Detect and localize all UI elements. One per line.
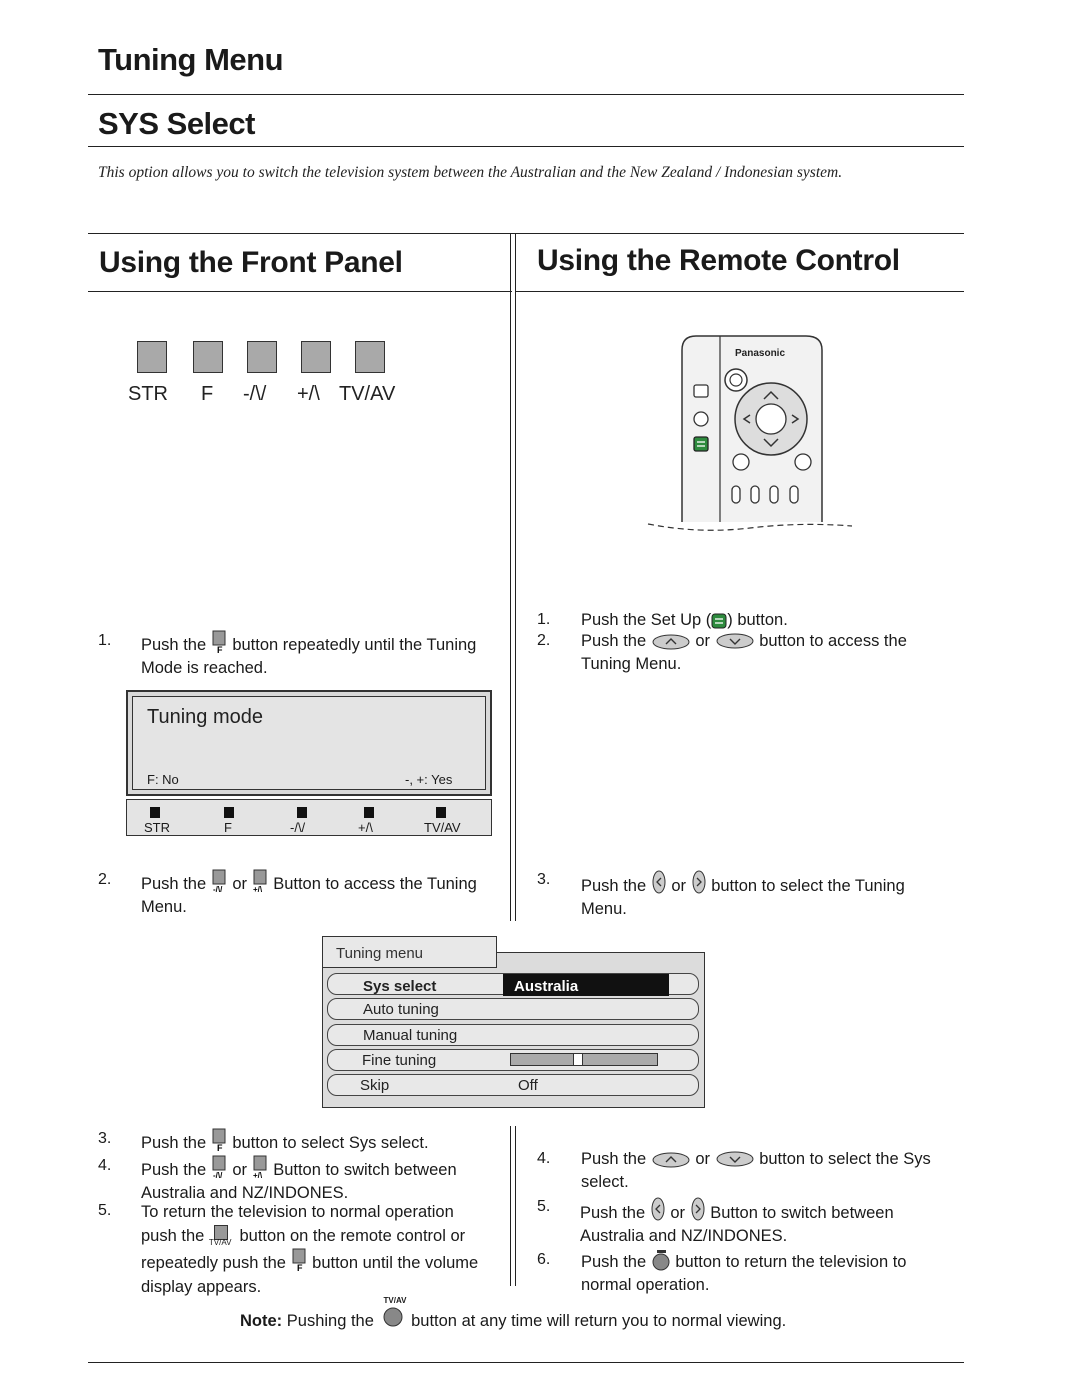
divider (516, 291, 964, 292)
step-text: button to access the (759, 632, 907, 650)
step-number: 3. (537, 871, 551, 888)
remote-step-4 (581, 1148, 961, 1194)
step-number: 1. (537, 611, 551, 628)
step-text: or (232, 875, 247, 893)
step-text: button on the remote control or (239, 1227, 466, 1245)
svg-text:-/\/: -/\/ (212, 1171, 223, 1179)
tvav-icon-label: TV/AV (208, 1238, 232, 1247)
tvav-label: TV/AV (339, 383, 396, 405)
step-text: button to select the Sys (759, 1150, 931, 1168)
step-text: select. (581, 1173, 629, 1191)
step-text: button to return the television to (675, 1253, 907, 1271)
menu-label-manual-tuning: Manual tuning (363, 1027, 458, 1044)
minus-button[interactable] (247, 341, 277, 373)
svg-text:+/\: +/\ (252, 885, 262, 893)
minus-label: -/\/ (243, 383, 267, 405)
front-step-5 (141, 1200, 506, 1299)
column-divider (515, 233, 516, 921)
osd-button-label: F (224, 820, 232, 835)
step-text: or (232, 1161, 247, 1179)
remote-step-3 (581, 869, 961, 921)
step-text: Push the (580, 1204, 646, 1222)
front-step-3 (141, 1128, 506, 1155)
osd-button-icon (297, 807, 307, 818)
note-text: Pushing the (286, 1312, 374, 1330)
tvav-button-icon (209, 1225, 235, 1247)
osd-button-icon (364, 807, 374, 818)
remote-control-illustration (640, 330, 860, 535)
step-text: Button to access the Tuning (273, 875, 477, 893)
f-button-icon (291, 1248, 308, 1272)
step-text: or (670, 1204, 685, 1222)
step-text: ) button. (727, 611, 788, 629)
brand-logo: Panasonic (735, 348, 786, 359)
step-number: 6. (537, 1251, 551, 1268)
step-text: normal operation. (581, 1276, 710, 1294)
tvav-button[interactable] (355, 341, 385, 373)
divider (88, 94, 964, 95)
step-text: Push the (141, 875, 207, 893)
step-number: 1. (98, 632, 112, 649)
step-text: Button to switch between (710, 1204, 894, 1222)
step-text: Push the (141, 1134, 207, 1152)
plus-label: +/\ (297, 383, 320, 405)
step-number: 5. (537, 1198, 551, 1215)
step-number: 2. (98, 871, 112, 888)
note (240, 1296, 860, 1333)
step-text: Push the Set Up ( (581, 611, 712, 629)
right-arrow-icon (690, 1196, 706, 1222)
step-number: 2. (537, 632, 551, 649)
f-button-icon (211, 1128, 228, 1152)
front-step-4 (141, 1155, 506, 1205)
osd-button-icon (224, 807, 234, 818)
f-button[interactable] (193, 341, 223, 373)
left-arrow-icon (651, 869, 667, 895)
osd-button-label: +/\ (358, 820, 373, 835)
divider (88, 291, 512, 292)
note-label: Note: (240, 1312, 283, 1330)
svg-text:-/\/: -/\/ (212, 885, 223, 893)
step-text: or (671, 877, 686, 895)
step-text: Push the (141, 636, 207, 654)
remote-heading: Using the Remote Control (537, 244, 900, 277)
note-tvav-icon-label: TV/AV (383, 1296, 407, 1305)
down-arrow-icon (715, 632, 755, 650)
step-text: Mode is reached. (141, 659, 268, 677)
divider (88, 146, 964, 147)
menu-label-fine-tuning: Fine tuning (362, 1052, 437, 1069)
note-text: button at any time will return you to normal viewing. (411, 1312, 787, 1330)
str-label: STR (128, 383, 168, 405)
step-text: Australia and NZ/INDONES. (141, 1184, 349, 1202)
remote-step-2 (581, 630, 961, 676)
step-text: Push the (581, 1150, 647, 1168)
step-number: 3. (98, 1130, 112, 1147)
osd-title: Tuning mode (147, 706, 263, 728)
bottom-rule (88, 1362, 964, 1363)
step-text: or (695, 1150, 710, 1168)
up-arrow-icon (651, 1150, 691, 1168)
plus-button-icon (252, 1155, 269, 1179)
remote-step-6 (581, 1249, 961, 1297)
svg-text:+/\: +/\ (252, 1171, 262, 1179)
svg-text:F: F (216, 645, 223, 654)
tuning-menu-title: Tuning menu (336, 945, 423, 962)
svg-text:F: F (216, 1143, 223, 1152)
osd-no-label: F: No (147, 772, 179, 787)
step-text: Tuning Menu. (581, 655, 682, 673)
osd-yes-label: -, +: Yes (405, 772, 453, 787)
column-divider (510, 233, 511, 921)
step-text: Push the (581, 632, 647, 650)
tuning-mode-osd (126, 690, 492, 796)
divider (88, 233, 964, 234)
step-text: To return the television to normal operation (141, 1203, 454, 1221)
remote-step-5 (580, 1196, 960, 1248)
step-text: Menu. (581, 900, 627, 918)
step-text: Button to switch between (273, 1161, 457, 1179)
step-text: display appears. (141, 1278, 262, 1296)
step-text: Australia and NZ/INDONES. (580, 1227, 788, 1245)
down-arrow-icon (715, 1150, 755, 1168)
right-arrow-icon (691, 869, 707, 895)
tuning-menu-osd (322, 952, 705, 1108)
plus-button-icon (252, 869, 269, 893)
minus-button-icon (211, 869, 228, 893)
column-divider (515, 1126, 516, 1286)
minus-button-icon (211, 1155, 228, 1179)
intro-text: This option allows you to switch the television system between the Australian and the New Zealand / Indonesian system. (98, 164, 843, 181)
osd-button-icon (150, 807, 160, 818)
menu-label-auto-tuning: Auto tuning (363, 1001, 439, 1018)
page-title: Tuning Menu (98, 42, 284, 77)
osd-button-label: TV/AV (424, 820, 461, 835)
step-text: Push the (581, 1253, 647, 1271)
fine-tuning-marker[interactable] (573, 1053, 583, 1066)
up-arrow-icon (651, 632, 691, 650)
left-arrow-icon (650, 1196, 666, 1222)
tuning-menu-title-tab (322, 936, 497, 968)
menu-label-sys-select: Sys select (363, 978, 437, 995)
step-text: button repeatedly until the Tuning (232, 636, 477, 654)
front-panel-heading: Using the Front Panel (99, 246, 403, 279)
step-text: button to select the Tuning (711, 877, 905, 895)
osd-button-icon (436, 807, 446, 818)
tvav-remote-button-icon (651, 1249, 671, 1271)
step-text: or (695, 632, 710, 650)
tvav-remote-button-icon (382, 1306, 404, 1328)
step-text: Push the (581, 877, 647, 895)
front-step-1 (141, 630, 501, 680)
plus-button[interactable] (301, 341, 331, 373)
svg-text:F: F (296, 1263, 303, 1272)
osd-button-label: STR (144, 820, 170, 835)
osd-button-label: -/\/ (290, 820, 306, 835)
step-text: repeatedly push the (141, 1254, 286, 1272)
menu-value-skip: Off (518, 1077, 538, 1094)
step-text: push the (141, 1227, 205, 1245)
note-tvav-icon (379, 1296, 407, 1332)
column-divider (510, 1126, 511, 1286)
str-button[interactable] (137, 341, 167, 373)
step-text: button until the volume (312, 1254, 479, 1272)
page-subtitle: SYS Select (98, 106, 255, 141)
fine-tuning-bar (510, 1053, 658, 1066)
step-text: button to select Sys select. (232, 1134, 429, 1152)
step-number: 5. (98, 1202, 112, 1219)
step-number: 4. (98, 1157, 112, 1174)
tuning-mode-panel (132, 696, 486, 790)
front-step-2 (141, 869, 506, 919)
step-text: Menu. (141, 898, 187, 916)
remote-step-1 (581, 609, 961, 632)
f-label: F (201, 383, 214, 405)
osd-button-strip (126, 799, 492, 836)
menu-value-sys-select: Australia (514, 978, 579, 995)
f-button-icon (211, 630, 228, 654)
setup-button-icon (711, 613, 727, 629)
menu-label-skip: Skip (360, 1077, 390, 1094)
step-number: 4. (537, 1150, 551, 1167)
step-text: Push the (141, 1161, 207, 1179)
